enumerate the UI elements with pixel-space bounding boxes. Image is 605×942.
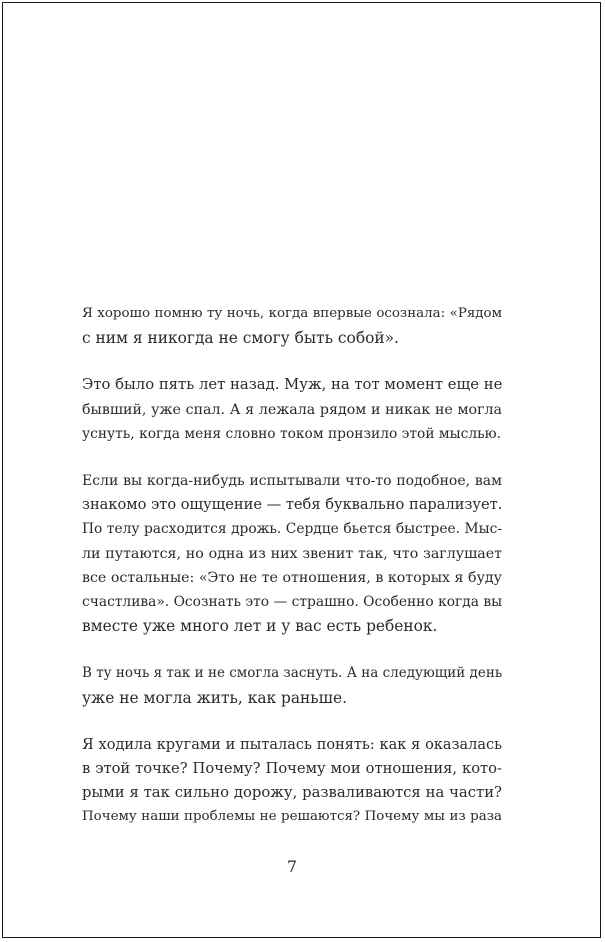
text-line: уже не могла жить, как раньше. <box>82 688 347 707</box>
text-line: Если вы когда-нибудь испытывали что-то подобное, вам <box>82 473 502 490</box>
text-line: В ту ночь я так и не смогла заснуть. А на следующий день <box>82 665 503 682</box>
text-line: рыми я так сильно дорожу, разваливаются на части? <box>82 784 502 802</box>
text-line: Я ходила кругами и пыталась понять: как я оказалась <box>82 736 502 753</box>
paragraph-4 <box>82 661 502 709</box>
paragraph-5 <box>82 733 502 830</box>
text-line: бывший, уже спал. А я лежала рядом и никак не могла <box>82 401 502 418</box>
text-line: Почему наши проблемы не решаются? Почему мы из раза <box>82 809 502 825</box>
text-line: вместе уже много лет и у вас есть ребенок. <box>82 617 438 636</box>
text-line: Я хорошо помню ту ночь, когда впервые осознала: «Рядом <box>82 306 502 321</box>
text-line: ли путаются, но одна из них звенит так, что заглушает <box>82 545 502 562</box>
text-line: все остальные: «Это не те отношения, в которых я буду <box>82 569 502 586</box>
text-line: По телу расходится дрожь. Сердце бьется быстрее. Мыс- <box>82 521 502 538</box>
text-line: с ним я никогда не смогу быть собой». <box>82 329 399 348</box>
text-line: счастлива». Осознать это — страшно. Особенно когда вы <box>82 594 503 611</box>
paragraph-3 <box>82 469 502 638</box>
body-text <box>82 302 502 853</box>
text-line: в этой точке? Почему? Почему мои отношения, кото- <box>82 760 502 778</box>
text-line: Это было пять лет назад. Муж, на тот момент еще не <box>82 376 503 394</box>
paragraph-1 <box>82 302 502 350</box>
page-number: 7 <box>286 857 298 876</box>
paragraph-2 <box>82 373 502 446</box>
text-line: знакомо это ощущение — тебя буквально парализует. <box>82 496 503 514</box>
text-line: уснуть, когда меня словно током пронзило этой мыслью. <box>82 425 502 442</box>
